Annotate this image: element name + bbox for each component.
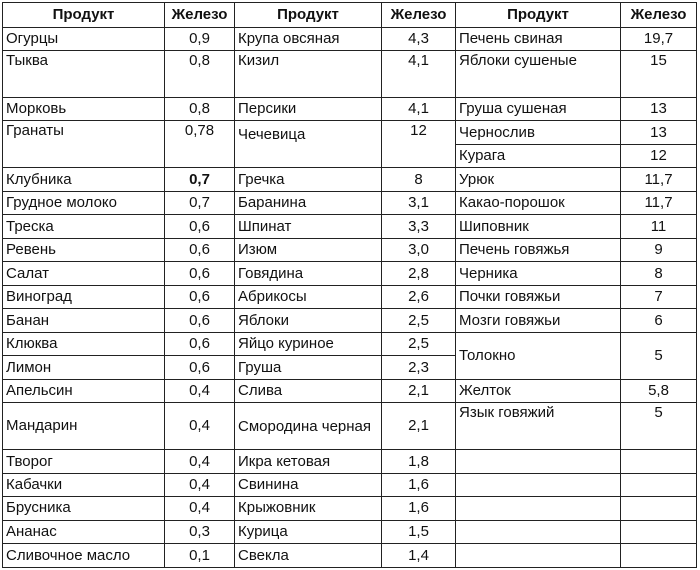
product-name: Огурцы: [3, 27, 165, 50]
iron-value: 0,6: [165, 285, 235, 308]
iron-value: 0,6: [165, 332, 235, 355]
product-name: Клубника: [3, 168, 165, 191]
iron-value: 2,1: [382, 379, 456, 402]
table-row: [3, 473, 697, 496]
product-name: Шиповник: [456, 215, 621, 238]
table-row: [3, 215, 697, 238]
table-row: [3, 403, 697, 450]
product-name: Чечевица: [235, 121, 382, 168]
product-name: Банан: [3, 309, 165, 332]
iron-value: 2,1: [382, 403, 456, 450]
product-name: Курага: [456, 144, 621, 167]
empty-cell: [621, 497, 697, 520]
product-name: Ревень: [3, 238, 165, 261]
table-row: [3, 168, 697, 191]
iron-value: 4,3: [382, 27, 456, 50]
iron-value: 0,8: [165, 97, 235, 120]
product-name: Говядина: [235, 262, 382, 285]
table-row: [3, 97, 697, 120]
iron-value: 1,6: [382, 497, 456, 520]
iron-value: 5: [621, 332, 697, 379]
iron-value: 0,7: [165, 168, 235, 191]
product-name: Печень говяжья: [456, 238, 621, 261]
product-name: Икра кетовая: [235, 450, 382, 473]
empty-cell: [456, 450, 621, 473]
table-row: [3, 51, 697, 98]
iron-value: 3,1: [382, 191, 456, 214]
table-row: [3, 497, 697, 520]
product-name: Салат: [3, 262, 165, 285]
empty-cell: [456, 497, 621, 520]
product-name: Тыква: [3, 51, 165, 98]
product-name: Яблоки: [235, 309, 382, 332]
header-product: Продукт: [3, 3, 165, 28]
iron-value: 0,4: [165, 450, 235, 473]
product-name: Гречка: [235, 168, 382, 191]
iron-value: 13: [621, 97, 697, 120]
iron-value: 5: [621, 403, 697, 450]
product-name: Грудное молоко: [3, 191, 165, 214]
table-row: [3, 544, 697, 568]
table-row: [3, 191, 697, 214]
iron-value: 2,3: [382, 356, 456, 379]
header-iron: Железо: [165, 3, 235, 28]
iron-content-table: [2, 2, 697, 568]
product-name: Мозги говяжьи: [456, 309, 621, 332]
product-name: Толокно: [456, 332, 621, 379]
product-name: Печень свиная: [456, 27, 621, 50]
product-name: Чернослив: [456, 121, 621, 144]
table-row: [3, 262, 697, 285]
empty-cell: [456, 544, 621, 568]
iron-value: 0,9: [165, 27, 235, 50]
table-row: [3, 309, 697, 332]
iron-value: 0,6: [165, 356, 235, 379]
iron-value: 1,6: [382, 473, 456, 496]
product-name: Треска: [3, 215, 165, 238]
header-row: [3, 3, 697, 28]
product-name: Баранина: [235, 191, 382, 214]
iron-value: 0,4: [165, 379, 235, 402]
product-name: Груша: [235, 356, 382, 379]
product-name: Творог: [3, 450, 165, 473]
iron-value: 5,8: [621, 379, 697, 402]
product-name: Лимон: [3, 356, 165, 379]
table-row: [3, 450, 697, 473]
product-name: Какао-порошок: [456, 191, 621, 214]
iron-value: 3,3: [382, 215, 456, 238]
header-product: Продукт: [456, 3, 621, 28]
empty-cell: [621, 473, 697, 496]
iron-value: 4,1: [382, 51, 456, 98]
iron-value: 0,78: [165, 121, 235, 168]
table-row: [3, 332, 697, 355]
product-name: Апельсин: [3, 379, 165, 402]
product-name: Почки говяжьи: [456, 285, 621, 308]
empty-cell: [456, 473, 621, 496]
empty-cell: [621, 520, 697, 543]
product-name: Черника: [456, 262, 621, 285]
iron-value: 0,4: [165, 403, 235, 450]
product-name: Виноград: [3, 285, 165, 308]
product-name: Урюк: [456, 168, 621, 191]
product-name: Крыжовник: [235, 497, 382, 520]
iron-value: 0,7: [165, 191, 235, 214]
iron-value: 0,8: [165, 51, 235, 98]
iron-value: 4,1: [382, 97, 456, 120]
product-name: Свекла: [235, 544, 382, 568]
table-row: [3, 285, 697, 308]
iron-value: 11,7: [621, 168, 697, 191]
header-product: Продукт: [235, 3, 382, 28]
product-name: Ананас: [3, 520, 165, 543]
product-name: Яйцо куриное: [235, 332, 382, 355]
table-row: [3, 121, 697, 144]
iron-value: 0,4: [165, 473, 235, 496]
iron-value: 0,3: [165, 520, 235, 543]
product-name: Изюм: [235, 238, 382, 261]
iron-value: 11: [621, 215, 697, 238]
product-name: Яблоки сушеные: [456, 51, 621, 98]
iron-value: 1,8: [382, 450, 456, 473]
empty-cell: [621, 450, 697, 473]
product-name: Персики: [235, 97, 382, 120]
table-row: [3, 379, 697, 402]
product-name: Клюква: [3, 332, 165, 355]
product-name: Кизил: [235, 51, 382, 98]
product-name: Слива: [235, 379, 382, 402]
product-name: Курица: [235, 520, 382, 543]
product-name: Мандарин: [3, 403, 165, 450]
product-name: Сливочное масло: [3, 544, 165, 568]
product-name: Груша сушеная: [456, 97, 621, 120]
iron-value: 9: [621, 238, 697, 261]
iron-value: 12: [621, 144, 697, 167]
empty-cell: [621, 544, 697, 568]
iron-value: 8: [621, 262, 697, 285]
product-name: Крупа овсяная: [235, 27, 382, 50]
product-name: Желток: [456, 379, 621, 402]
iron-value: 11,7: [621, 191, 697, 214]
iron-value: 0,6: [165, 238, 235, 261]
product-name: Абрикосы: [235, 285, 382, 308]
product-name: Морковь: [3, 97, 165, 120]
product-name: Смородина черная: [235, 403, 382, 450]
product-name: Кабачки: [3, 473, 165, 496]
product-name: Брусника: [3, 497, 165, 520]
iron-value: 0,6: [165, 262, 235, 285]
iron-value: 19,7: [621, 27, 697, 50]
table-row: [3, 520, 697, 543]
iron-value: 12: [382, 121, 456, 168]
iron-value: 1,5: [382, 520, 456, 543]
iron-value: 7: [621, 285, 697, 308]
product-name: Свинина: [235, 473, 382, 496]
iron-value: 6: [621, 309, 697, 332]
product-name: Шпинат: [235, 215, 382, 238]
iron-value: 2,5: [382, 309, 456, 332]
iron-value: 3,0: [382, 238, 456, 261]
header-iron: Железо: [382, 3, 456, 28]
iron-value: 13: [621, 121, 697, 144]
iron-value: 2,6: [382, 285, 456, 308]
iron-value: 1,4: [382, 544, 456, 568]
iron-value: 0,6: [165, 215, 235, 238]
product-name: Гранаты: [3, 121, 165, 168]
iron-value: 2,5: [382, 332, 456, 355]
iron-value: 0,6: [165, 309, 235, 332]
iron-value: 15: [621, 51, 697, 98]
iron-value: 2,8: [382, 262, 456, 285]
iron-value: 0,1: [165, 544, 235, 568]
table-row: [3, 27, 697, 50]
empty-cell: [456, 520, 621, 543]
product-name: Язык говяжий: [456, 403, 621, 450]
iron-value: 8: [382, 168, 456, 191]
header-iron: Железо: [621, 3, 697, 28]
iron-value: 0,4: [165, 497, 235, 520]
table-row: [3, 238, 697, 261]
